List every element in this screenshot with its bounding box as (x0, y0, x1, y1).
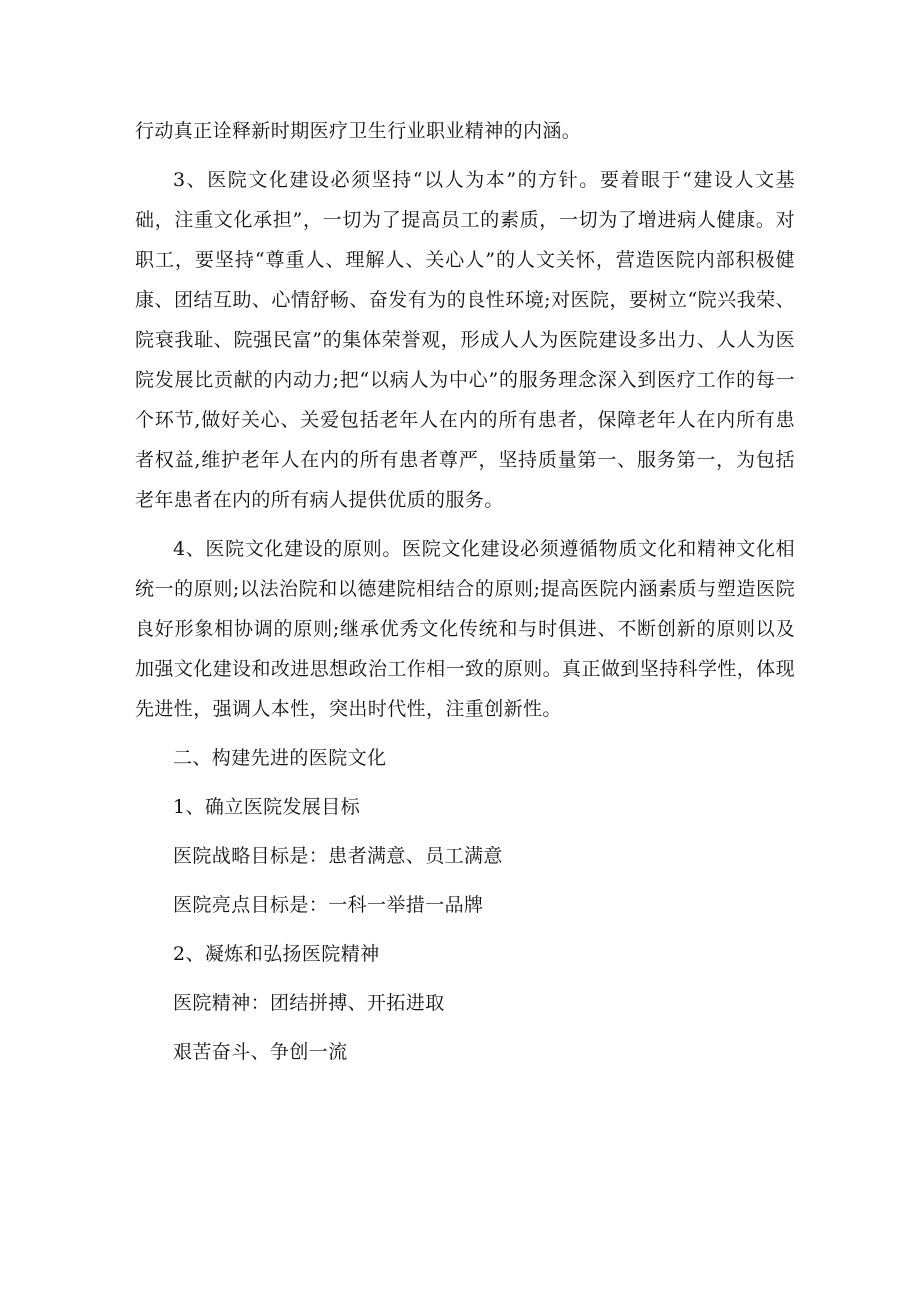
subheading-goals: 1、确立医院发展目标 (173, 796, 361, 818)
paragraph-people-oriented: 3、医院文化建设必须坚持“以人为本”的方针。要着眼于“建设人文基础，注重文化承担”，一切为了提高员工的素质，一切为了增进病人健康。对职工，要坚持“尊重人、理解人、关心人”的人文关怀，营造医院内部积极健康、团结互助、心情舒畅、奋发有为的良性环境;对医院，要树立“院兴我荣、院衰我耻、院强民富”的集体荣誉观，形成人人为医院建设多出力、人人为医院发展比贡献的内动力;把“以病人为中心”的服务理念深入到医疗工作的每一个环节,做好关心、关爱包括老年人在内的所有患者，保障老年人在内所有患者权益,维护老年人在内的所有患者尊严，坚持质量第一、服务第一，为包括老年患者在内的所有病人提供优质的服务。 (135, 169, 795, 511)
paragraph-principles: 4、医院文化建设的原则。医院文化建设必须遵循物质文化和精神文化相统一的原则;以法治院和以德建院相结合的原则;提高医院内涵素质与塑造医院良好形象相协调的原则;继承优秀文化传统和与时俱进、不断创新的原则以及加强文化建设和改进思想政治工作相一致的原则。真正做到坚持科学性，体现先进性，强调人本性，突出时代性，注重创新性。 (135, 538, 795, 720)
spirit-line: 医院精神：团结拼搏、开拓进取 (173, 992, 445, 1014)
document-body (135, 111, 795, 1072)
subheading-spirit: 2、凝炼和弘扬医院精神 (173, 943, 380, 965)
spirit-line-continued: 艰苦奋斗、争创一流 (173, 1041, 348, 1063)
highlight-goal-line: 医院亮点目标是：一科一举措一品牌 (173, 894, 484, 916)
section-heading: 二、构建先进的医院文化 (173, 747, 387, 769)
paragraph-continuation: 行动真正诠释新时期医疗卫生行业职业精神的内涵。 (135, 120, 582, 142)
strategic-goal-line: 医院战略目标是：患者满意、员工满意 (173, 845, 503, 867)
